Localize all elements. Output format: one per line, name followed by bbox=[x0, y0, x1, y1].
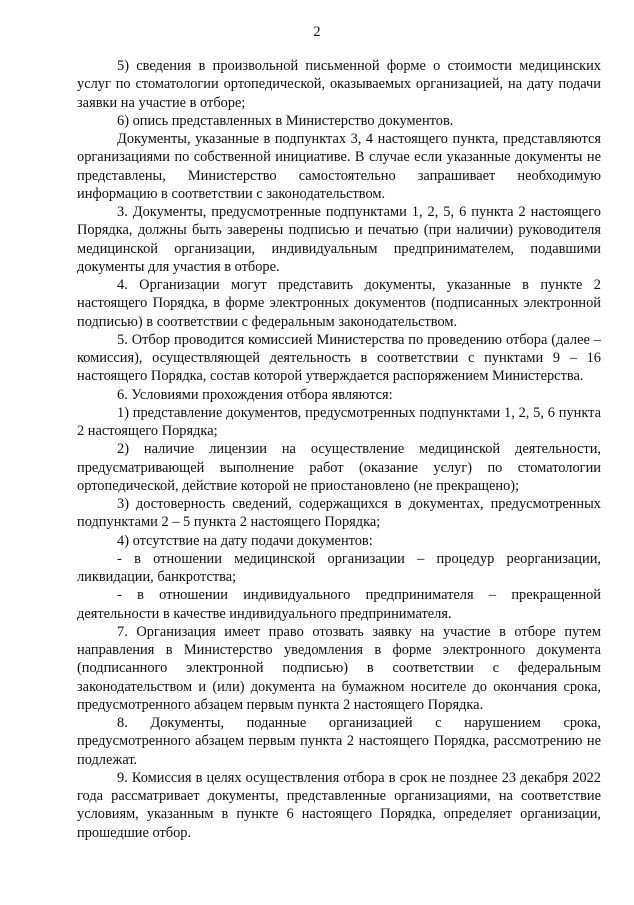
paragraph: 5. Отбор проводится комиссией Министерства по проведению отбора (далее – комиссия), осуществляющей деятельность в соответствии с пунктами 9 – 16 настоящего Порядка, состав которой утверждается распоряжением Министерства. bbox=[77, 331, 601, 385]
paragraph: 4) отсутствие на дату подачи документов: bbox=[117, 532, 373, 549]
paragraph: 9. Комиссия в целях осуществления отбора в срок не позднее 23 декабря 2022 года рассматривает документы, представленные организациями, на соответствие условиям, указанным в пункте 6 настоящего Порядка, определяет организации, прошедшие отбор. bbox=[77, 769, 601, 841]
paragraph: 1) представление документов, предусмотренных подпунктами 1, 2, 5, 6 пункта 2 настоящего Порядка; bbox=[77, 404, 601, 439]
paragraph: - в отношении медицинской организации – процедур реорганизации, ликвидации, банкротства; bbox=[77, 550, 601, 585]
paragraph: 6) опись представленных в Министерство документов. bbox=[117, 112, 454, 129]
paragraph: 7. Организация имеет право отозвать заявку на участие в отборе путем направления в Министерство уведомления в форме электронного документа (подписанного электронной подписью) в соответствии с федеральным законодательством и (или) документа на бумажном носителе до окончания срока, предусмотренного абзацем первым пункта 2 настоящего Порядка. bbox=[77, 623, 601, 713]
paragraph: 3) достоверность сведений, содержащихся в документах, предусмотренных подпунктами 2 – 5 пункта 2 настоящего Порядка; bbox=[77, 496, 601, 531]
paragraph: 3. Документы, предусмотренные подпунктами 1, 2, 5, 6 пункта 2 настоящего Порядка, должны быть заверены подписью и печатью (при наличии) руководителя медицинской организации, индивидуальным предпринимателем, подавшими документы для участия в отборе. bbox=[77, 204, 601, 275]
page-number: 2 bbox=[313, 24, 321, 40]
paragraph: 6. Условиями прохождения отбора являются: bbox=[117, 386, 393, 403]
paragraph: 8. Документы, поданные организацией с нарушением срока, предусмотренного абзацем первым пункта 2 настоящего Порядка, рассмотрению не подлежат. bbox=[77, 715, 601, 768]
paragraph: Документы, указанные в подпунктах 3, 4 настоящего пункта, представляются организациями по собственной инициативе. В случае если указанные документы не представлены, Министерство самостоятельно запрашивает необходимую информацию в соответствии с законодательством. bbox=[77, 131, 601, 202]
paragraph: 2) наличие лицензии на осуществление медицинской деятельности, предусматривающей выполнение работ (оказание услуг) по стоматологии ортопедической, действие которой не приостановлено (не прекращено); bbox=[77, 441, 601, 494]
paragraph: 4. Организации могут представить документы, указанные в пункте 2 настоящего Порядка, в форме электронных документов (подписанных электронной подписью) в соответствии с федеральным законодательством. bbox=[77, 277, 601, 330]
paragraph: 5) сведения в произвольной письменной форме о стоимости медицинских услуг по стоматологии ортопедической, оказываемых организацией, на дату подачи заявки на участие в отборе; bbox=[77, 58, 601, 111]
document-body bbox=[77, 57, 601, 842]
paragraph: - в отношении индивидуального предпринимателя – прекращенной деятельности в качестве индивидуального предпринимателя. bbox=[77, 587, 601, 622]
